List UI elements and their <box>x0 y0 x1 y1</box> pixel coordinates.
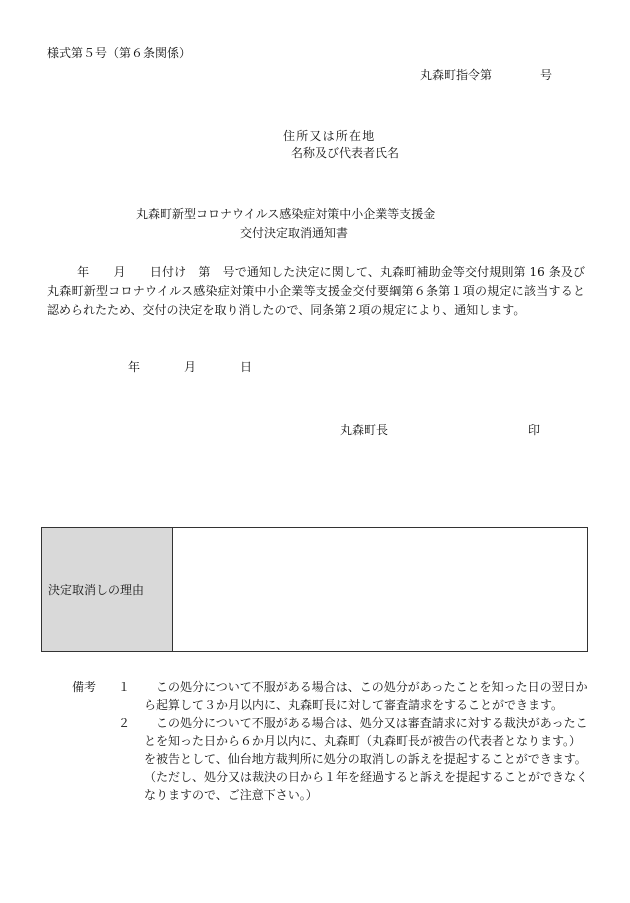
date-month: 月 <box>184 360 197 374</box>
date-day: 日 <box>240 360 253 374</box>
note-text: この処分について不服がある場合は、処分又は審査請求に対する裁決があったことを知った日から６か月以内に、丸森町（丸森町長が被告の代表者となります。）を被告として、仙台地方裁判所に処分の取消しの訴えを提起することができます。（ただし、処分又は裁決の日から１年を経過すると訴えを提起することができなくなりますので、ご注意下さい。） <box>144 716 589 802</box>
notes-heading: 備考 <box>72 680 97 694</box>
reason-label: 決定取消しの理由 <box>42 528 173 651</box>
mayor-signature: 丸森町長 <box>340 423 389 437</box>
document-title-line1: 丸森町新型コロナウイルス感染症対策中小企業等支援金 <box>136 207 436 221</box>
date-line <box>128 360 252 375</box>
date-year: 年 <box>128 360 141 374</box>
document-number <box>420 68 552 83</box>
form-number: 様式第５号（第６条関係） <box>47 46 192 60</box>
body-paragraph <box>47 263 585 320</box>
document-number-suffix: 号 <box>540 68 553 82</box>
note-number: １ <box>118 680 131 694</box>
document-number-prefix: 丸森町指令第 <box>420 68 493 82</box>
note-item <box>72 678 592 714</box>
notes-section <box>72 678 592 804</box>
recipient-name-label: 名称及び代表者氏名 <box>291 146 400 160</box>
recipient-address-label: 住所又は所在地 <box>283 129 376 143</box>
reason-table <box>41 527 588 652</box>
note-text: この処分について不服がある場合は、この処分があったことを知った日の翌日から起算して３か月以内に、丸森町長に対して審査請求をすることができます。 <box>144 680 588 712</box>
note-number: ２ <box>118 716 131 730</box>
seal-mark: 印 <box>528 423 541 437</box>
note-item <box>72 714 592 804</box>
reason-value-field[interactable] <box>173 528 587 651</box>
body-paragraph-text: 年 月 日付け 第 号で通知した決定に関して、丸森町補助金等交付規則第 16 条及び丸森町新型コロナウイルス感染症対策中小企業等支援金交付要綱第６条第１項の規定に該当すると認められたため、交付の決定を取り消したので、同条第２項の規定により、通知します。 <box>47 265 585 317</box>
document-title-line2: 交付決定取消通知書 <box>240 226 349 240</box>
